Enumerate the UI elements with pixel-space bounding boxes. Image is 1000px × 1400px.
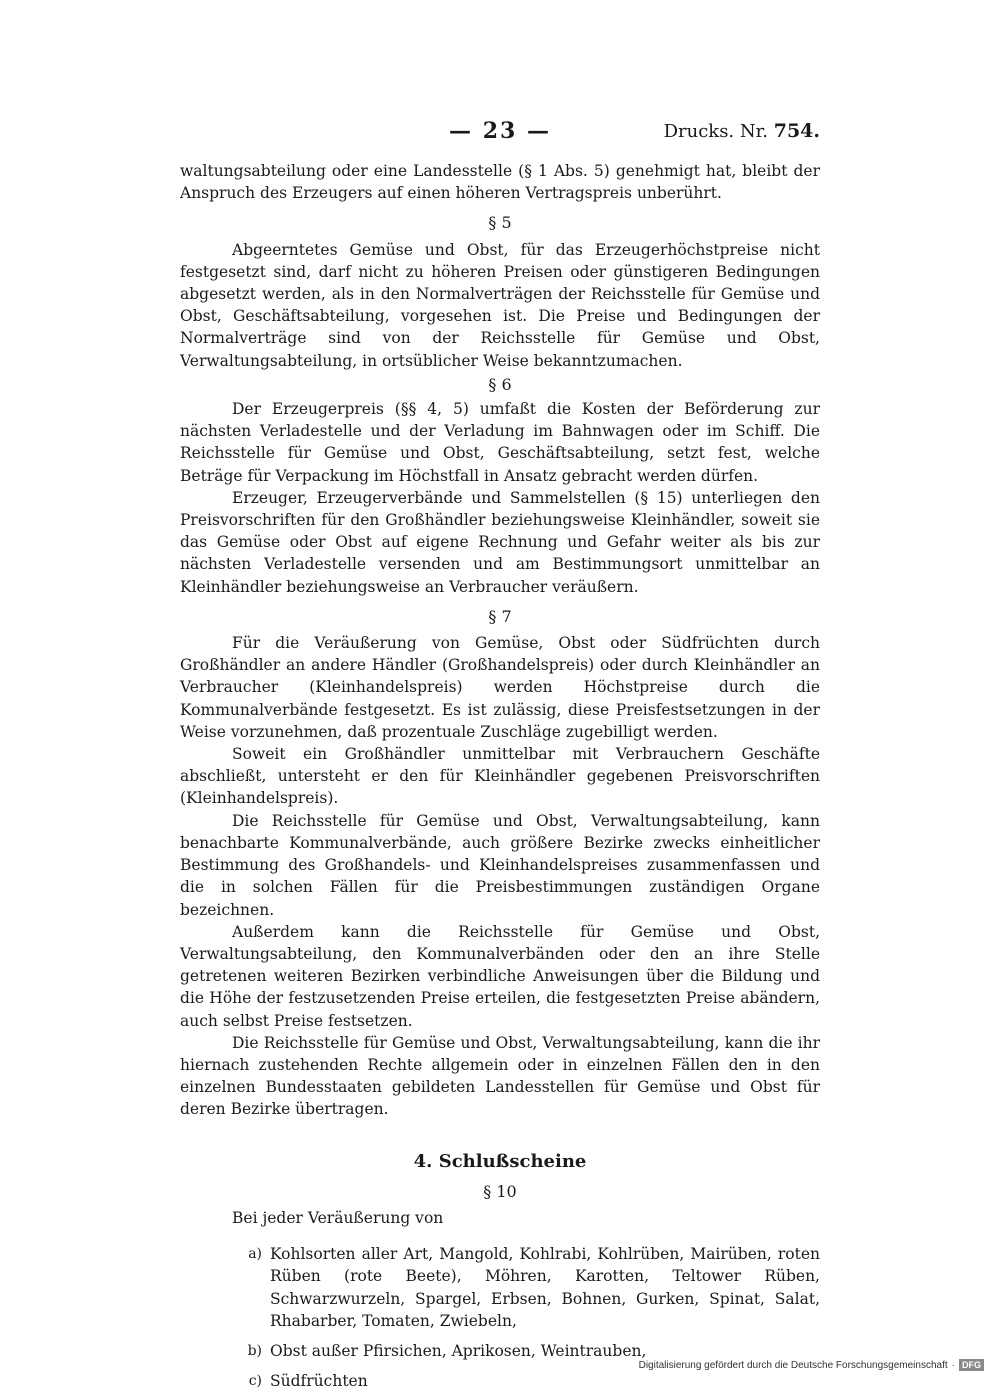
footer [639,1359,984,1371]
print-reference [664,120,820,142]
item-text: Kohlsorten aller Art, Mangold, Kohlrabi, Kohlrüben, Mairüben, roten Rüben (rote Beete), Möhren, Karotten, Teltower Rüben, Schwarzwurzeln, Spargel, Erbsen, Bohnen, Gurken, Spinat, Salat, Rhabarber, Tomaten, Zwiebeln, [270,1245,820,1330]
print-reference-number: 754. [773,120,820,142]
page-number: — 23 — [449,118,551,144]
section-heading: § 10 [483,1181,517,1201]
paragraph: Abgeerntetes Gemüse und Obst, für das Erzeugerhöchstpreise nicht festgesetzt sind, darf nicht zu höheren Preisen oder günstigeren Bedingungen abgesetzt werden, als in den Normalverträgen der Reichsstelle für Gemüse und Obst, Geschäftsabteilung, vorgesehen ist. Die Preise und Bedingungen der Normalverträge sind von der Reichsstelle für Gemüse und Obst, Verwaltungsabteilung, in ortsüblicher Weise bekanntzumachen. [180,240,820,370]
paragraph: Soweit ein Großhändler unmittelbar mit Verbrauchern Geschäfte abschließt, untersteht er den für Kleinhändler gegebenen Preisvorschriften (Kleinhandelspreis). [180,745,820,808]
item-label: c) [248,1373,262,1390]
list-item [180,1243,820,1332]
item-label: a) [248,1246,262,1263]
paragraph: Erzeuger, Erzeugerverbände und Sammelstellen (§ 15) unterliegen den Preisvorschriften für den Großhändler beziehungsweise Kleinhändler, soweit sie das Gemüse oder Obst auf eigene Rechnung und Gefahr weiter als bis zur nächsten Verladestelle versenden und am Bestimmungsort unmittelbar an Kleinhändler beziehungsweise an Verbraucher veräußern. [180,488,820,596]
chapter-title: 4. Schlußscheine [413,1150,587,1172]
paragraph: Die Reichsstelle für Gemüse und Obst, Verwaltungsabteilung, kann die ihr hiernach zustehenden Rechte allgemein oder in einzelnen Fällen den in den einzelnen Bundesstaaten gebildeten Landesstellen für Gemüse und Obst für deren Bezirke übertragen. [180,1033,820,1119]
section-heading: § 5 [488,213,512,233]
item-label: b) [247,1342,262,1359]
page-header [180,118,820,148]
item-text: Obst außer Pfirsichen, Aprikosen, Weintrauben, [270,1341,647,1360]
continuation-paragraph: waltungsabteilung oder eine Landesstelle (§ 1 Abs. 5) genehmigt hat, bleibt der Anspruch des Erzeugers auf einen höheren Vertragspreis unberührt. [180,162,820,203]
list-item [180,1370,820,1392]
section-heading: § 7 [488,606,512,626]
section-heading: § 6 [488,374,512,394]
item-text: Südfrüchten [270,1372,368,1391]
footer-separator: · [951,1359,955,1371]
paragraph: Die Reichsstelle für Gemüse und Obst, Verwaltungsabteilung, kann benachbarte Kommunalverbände, auch größere Bezirke zwecks einheitlicher Bestimmung des Großhandels- und Kleinhandelspreises zusammenfassen und die in solchen Fällen für die Preisbestimmungen zuständigen Organe bezeichnen. [180,811,820,919]
chapter-intro: Bei jeder Veräußerung von [232,1208,444,1227]
paragraph: Außerdem kann die Reichsstelle für Gemüse und Obst, Verwaltungsabteilung, den Kommunalverbänden oder den an ihre Stelle getretenen weiteren Bezirken verbindliche Anweisungen über die Bildung und die Höhe der festzusetzenden Preise erteilen, die festgesetzten Preise abändern, auch selbst Preise festsetzen. [180,922,820,1030]
funding-note: Digitalisierung gefördert durch die Deutsche Forschungsgemeinschaft [638,1359,948,1371]
paragraph: Der Erzeugerpreis (§§ 4, 5) umfaßt die Kosten der Beförderung zur nächsten Verladestelle und der Verladung im Bahnwagen oder im Schiff. Die Reichsstelle für Gemüse und Obst, Geschäftsabteilung, setzt fest, welche Beträge für Verpackung im Höchstfall in Ansatz gebracht werden dürfen. [180,400,820,485]
print-reference-label: Drucks. Nr. [663,121,768,142]
document-body [180,160,820,1400]
dfg-logo: DFG [959,1359,984,1371]
paragraph: Für die Veräußerung von Gemüse, Obst oder Südfrüchten durch Großhändler an andere Händler (Großhandelspreis) oder durch Kleinhändler an Verbraucher (Kleinhandelspreis) werden Höchstpreise durch die Kommunalverbände festgesetzt. Es ist zulässig, diese Preisfestsetzungen in der Weise vorzunehmen, daß prozentuale Zuschläge zugebilligt werden. [180,634,820,741]
